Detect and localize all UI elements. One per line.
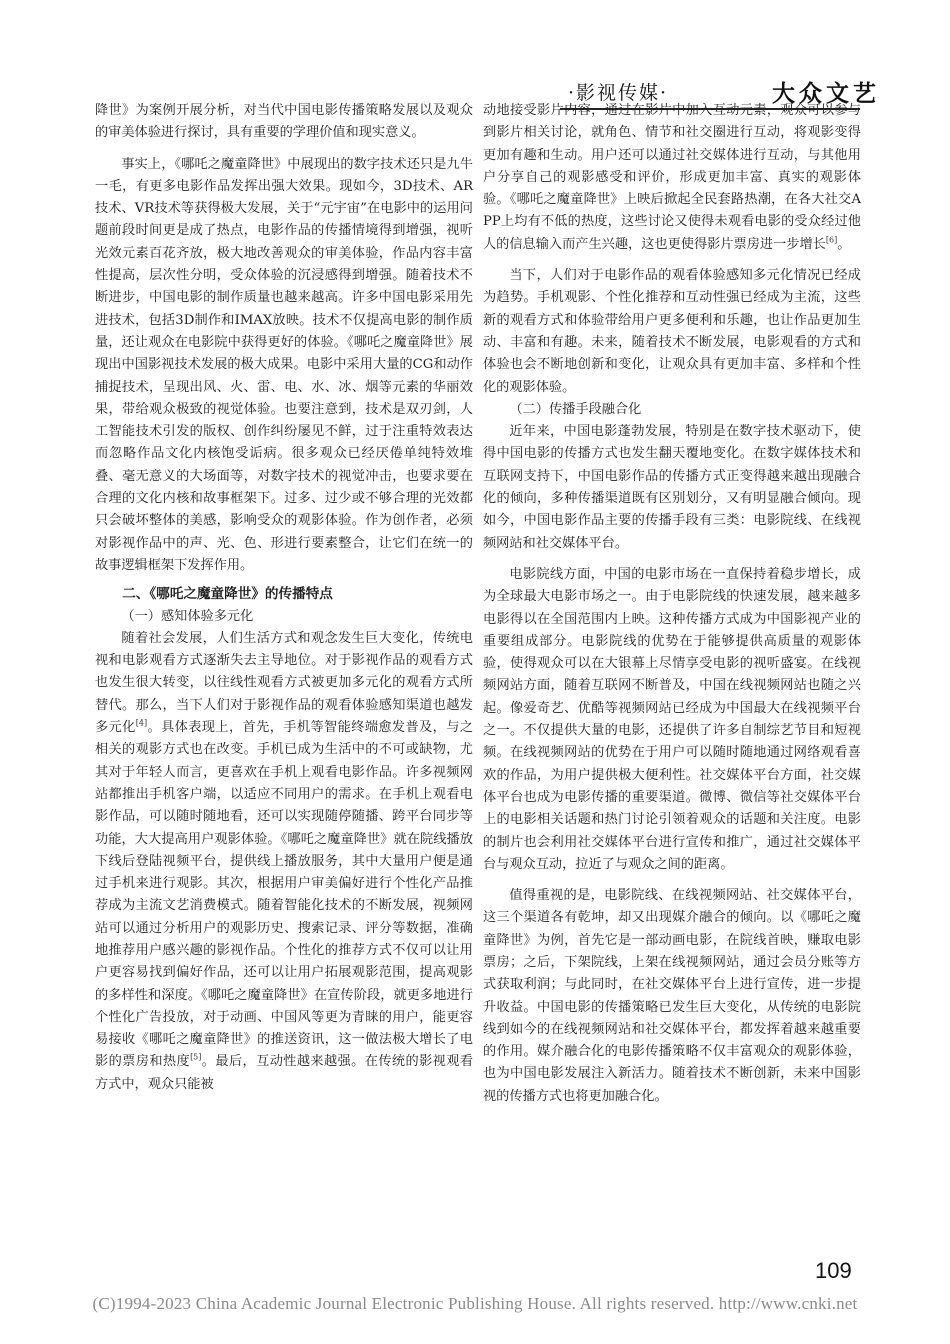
copyright-notice: (C)1994-2023 China Academic Journal Electronic Publishing House. All rights reserved. http://www.cnki.net [92,1294,858,1313]
journal-brand: 大众文艺 [772,80,880,107]
citation-ref: [5] [190,1053,202,1063]
paragraph: 近年来，中国电影蓬勃发展，特别是在数字技术驱动下，使得中国电影的传播方式也发生翻天覆地变化。在数字媒体技术和互联网支持下，中国电影作品的传播方式正变得越来越出现融合化的倾向，多种传播渠道既有区别划分，又有明显融合倾向。现如今，中国电影作品主要的传播手段有三类：电影院线、在线视频网站和社交媒体平台。 [483,424,861,551]
paragraph-text: 动地接受影片内容，通过在影片中加入互动元素，观众可以参与到影片相关讨论，就角色、情节和社交圈进行互动，将观影变得更加有趣和生动。用户还可以通过社交媒体进行互动，与其他用户分享自己的观影感受和评价，形成更加丰富、真实的观影体验。《哪吒之魔童降世》上映后掀起全民套路热潮，在各大社交APP上均有不低的热度，这些讨论又使得未观看电影的受众经过他人的信息输入而产生兴趣，这也更使得影片票房进一步增长 [483,103,861,252]
paragraph [95,628,473,1096]
section-label: ·影视传媒· [568,82,669,104]
paragraph: 当下，人们对于电影作品的观看体验感知多元化情况已经成为趋势。手机观影、个性化推荐和互动性强已经成为主流，这些新的观看方式和体验带给用户更多便利和乐趣，也让作品更加生动、丰富和有趣。未来，随着技术不断发展，电影观看的方式和体验也会不断地创新和变化，让观众具有更加丰富、多样和个性化的观影体验。 [483,268,861,395]
left-column [95,100,473,1096]
paragraph: 电影院线方面，中国的电影市场在一直保持着稳步增长，成为全球最大电影市场之一。由于电影院线的快速发展，越来越多电影得以在全国范围内上映。这种传播方式成为中国影视产业的重要组成部分。电影院线的优势在于能够提供高质量的观影体验，使得观众可以在大银幕上尽情享受电影的视听盛宴。在线视频网站方面，随着互联网不断普及，中国在线视频网站也随之兴起。像爱奇艺、优酷等视频网站已经成为中国最大在线视频平台之一。不仅提供大量的电影，还提供了许多自制综艺节目和短视频。在线视频网站的优势在于用户可以随时随地通过网络观看喜欢的作品，为用户提供极大便利性。社交媒体平台方面，社交媒体平台也成为电影传播的重要渠道。微博、微信等社交媒体平台上的电影相关话题和热门讨论引领着观众的话题和关注度。电影的制片也会利用社交媒体平台进行宣传和推广，通过社交媒体平台与观众互动，拉近了与观众之间的距离。 [483,566,861,872]
paragraph-text: 。 [837,236,851,252]
paragraph-text: 。具体表现上，首先，手机等智能终端愈发普及，与之相关的观影方式也在改变。手机已成为生活中的不可或缺物，尤其对于年轻人而言，更喜欢在手机上观看电影作品。许多视频网站都推出手机客户端，以适应不同用户的需求。在手机上观看电影作品，可以随时随地看，还可以实现随停随播、跨平台同步等功能，大大提高用户观影体验。《哪吒之魔童降世》就在院线播放下线后登陆视频平台，提供线上播放服务，其中大量用户便是通过手机来进行观影。其次，根据用户审美偏好进行个性化产品推荐成为主流文艺消费模式。随着智能化技术的不断发展，视频网站可以通过分析用户的观影历史、搜索记录、评分等数据，准确地推荐用户感兴趣的影视作品。个性化的推荐方式不仅可以让用户更容易找到偏好作品，还可以让用户拓展观影范围，提高观影的多样性和深度。《哪吒之魔童降世》在宣传阶段，就更多地进行个性化广告投放，对于动画、中国风等更为青睐的用户，能更容易接收《哪吒之魔童降世》的推送资讯，这一做法极大增长了电影的票房和热度 [95,720,474,1070]
right-column [483,100,861,1108]
page-number: 109 [815,1258,852,1283]
citation-ref: [4] [135,718,148,728]
subsection-heading: （一）感知体验多元化 [121,608,254,624]
paragraph [483,100,861,256]
paragraph: 值得重视的是，电影院线、在线视频网站、社交媒体平台，这三个渠道各有乾坤，却又出现媒介融合的倾向。以《哪吒之魔童降世》为例，首先它是一部动画电影，在院线首映，赚取电影票房；之后，下架院线，上架在线视频网站，通过会员分账等方式获取利润；与此同时，在社交媒体平台上进行宣传，进一步提升收益。中国电影的传播策略已发生巨大变化，从传统的电影院线到如今的在线视频网站和社交媒体平台，都发挥着越来越重要的作用。媒介融合化的电影传播策略不仅丰富观众的观影体验，也为中国电影发展注入新活力。随着技术不断创新，未来中国影视的传播方式也将更加融合化。 [483,888,861,1104]
paragraph: 事实上，《哪吒之魔童降世》中展现出的数字技术还只是九牛一毛，有更多电影作品发挥出强大效果。现如今，3D技术、AR技术、VR技术等获得极大发展，关于“元宇宙”在电影中的运用问题前段时间更是成了热点，电影作品的传播情境得到增强，视听光效元素百花齐放，极大地改善观众的审美体验，作品内容丰富性提高，层次性分明，受众体验的沉浸感得到增强。随着技术不断进步，中国电影的制作质量也越来越高。许多中国电影采用先进技术，包括3D制作和IMAX放映。技术不仅提高电影的制作质量，还让观众在电影院中获得更好的体验。《哪吒之魔童降世》展现出中国影视技术发展的极大成果。电影中采用大量的CG和动作捕捉技术，呈现出风、火、雷、电、水、冰、烟等元素的华丽效果，带给观众极致的视觉体验。也要注意到，技术是双刃剑，人工智能技术引发的版权、创作纠纷屡见不鲜，过于注重特效表达而忽略作品文化内核饱受诟病。很多观众已经厌倦单纯特效堆叠、毫无意义的大场面等，对数字技术的视觉冲击，也要求要在合理的文化内核和故事框架下。过多、过少或不够合理的光效都只会破坏整体的美感，影响受众的观影体验。作为创作者，必须对影视作品中的声、光、色、形进行要素整合，让它们在统一的故事逻辑框架下发挥作用。 [95,156,473,573]
citation-ref: [6] [825,235,838,245]
subsection-heading: （二）传播手段融合化 [509,401,642,417]
paragraph: 降世》为案例开展分析，对当代中国电影传播策略发展以及观众的审美体验进行探讨，具有重要的学理价值和现实意义。 [95,103,473,141]
section-heading: 二、《哪吒之魔童降世》的传播特点 [122,586,333,603]
paragraph-text: 。最后，互动性越来越强。在传统的影视观看方式中，观众只能被 [95,1054,474,1092]
paragraph-text: 随着社会发展，人们生活方式和观念发生巨大变化，传统电视和电影观看方式逐渐失去主导地位。对于影视作品的观看方式也发生很大转变，以往线性观看方式被更加多元化的观看方式所替代。那么，当下人们对于影视作品的观看体验感知渠道也越发多元化 [95,630,473,736]
